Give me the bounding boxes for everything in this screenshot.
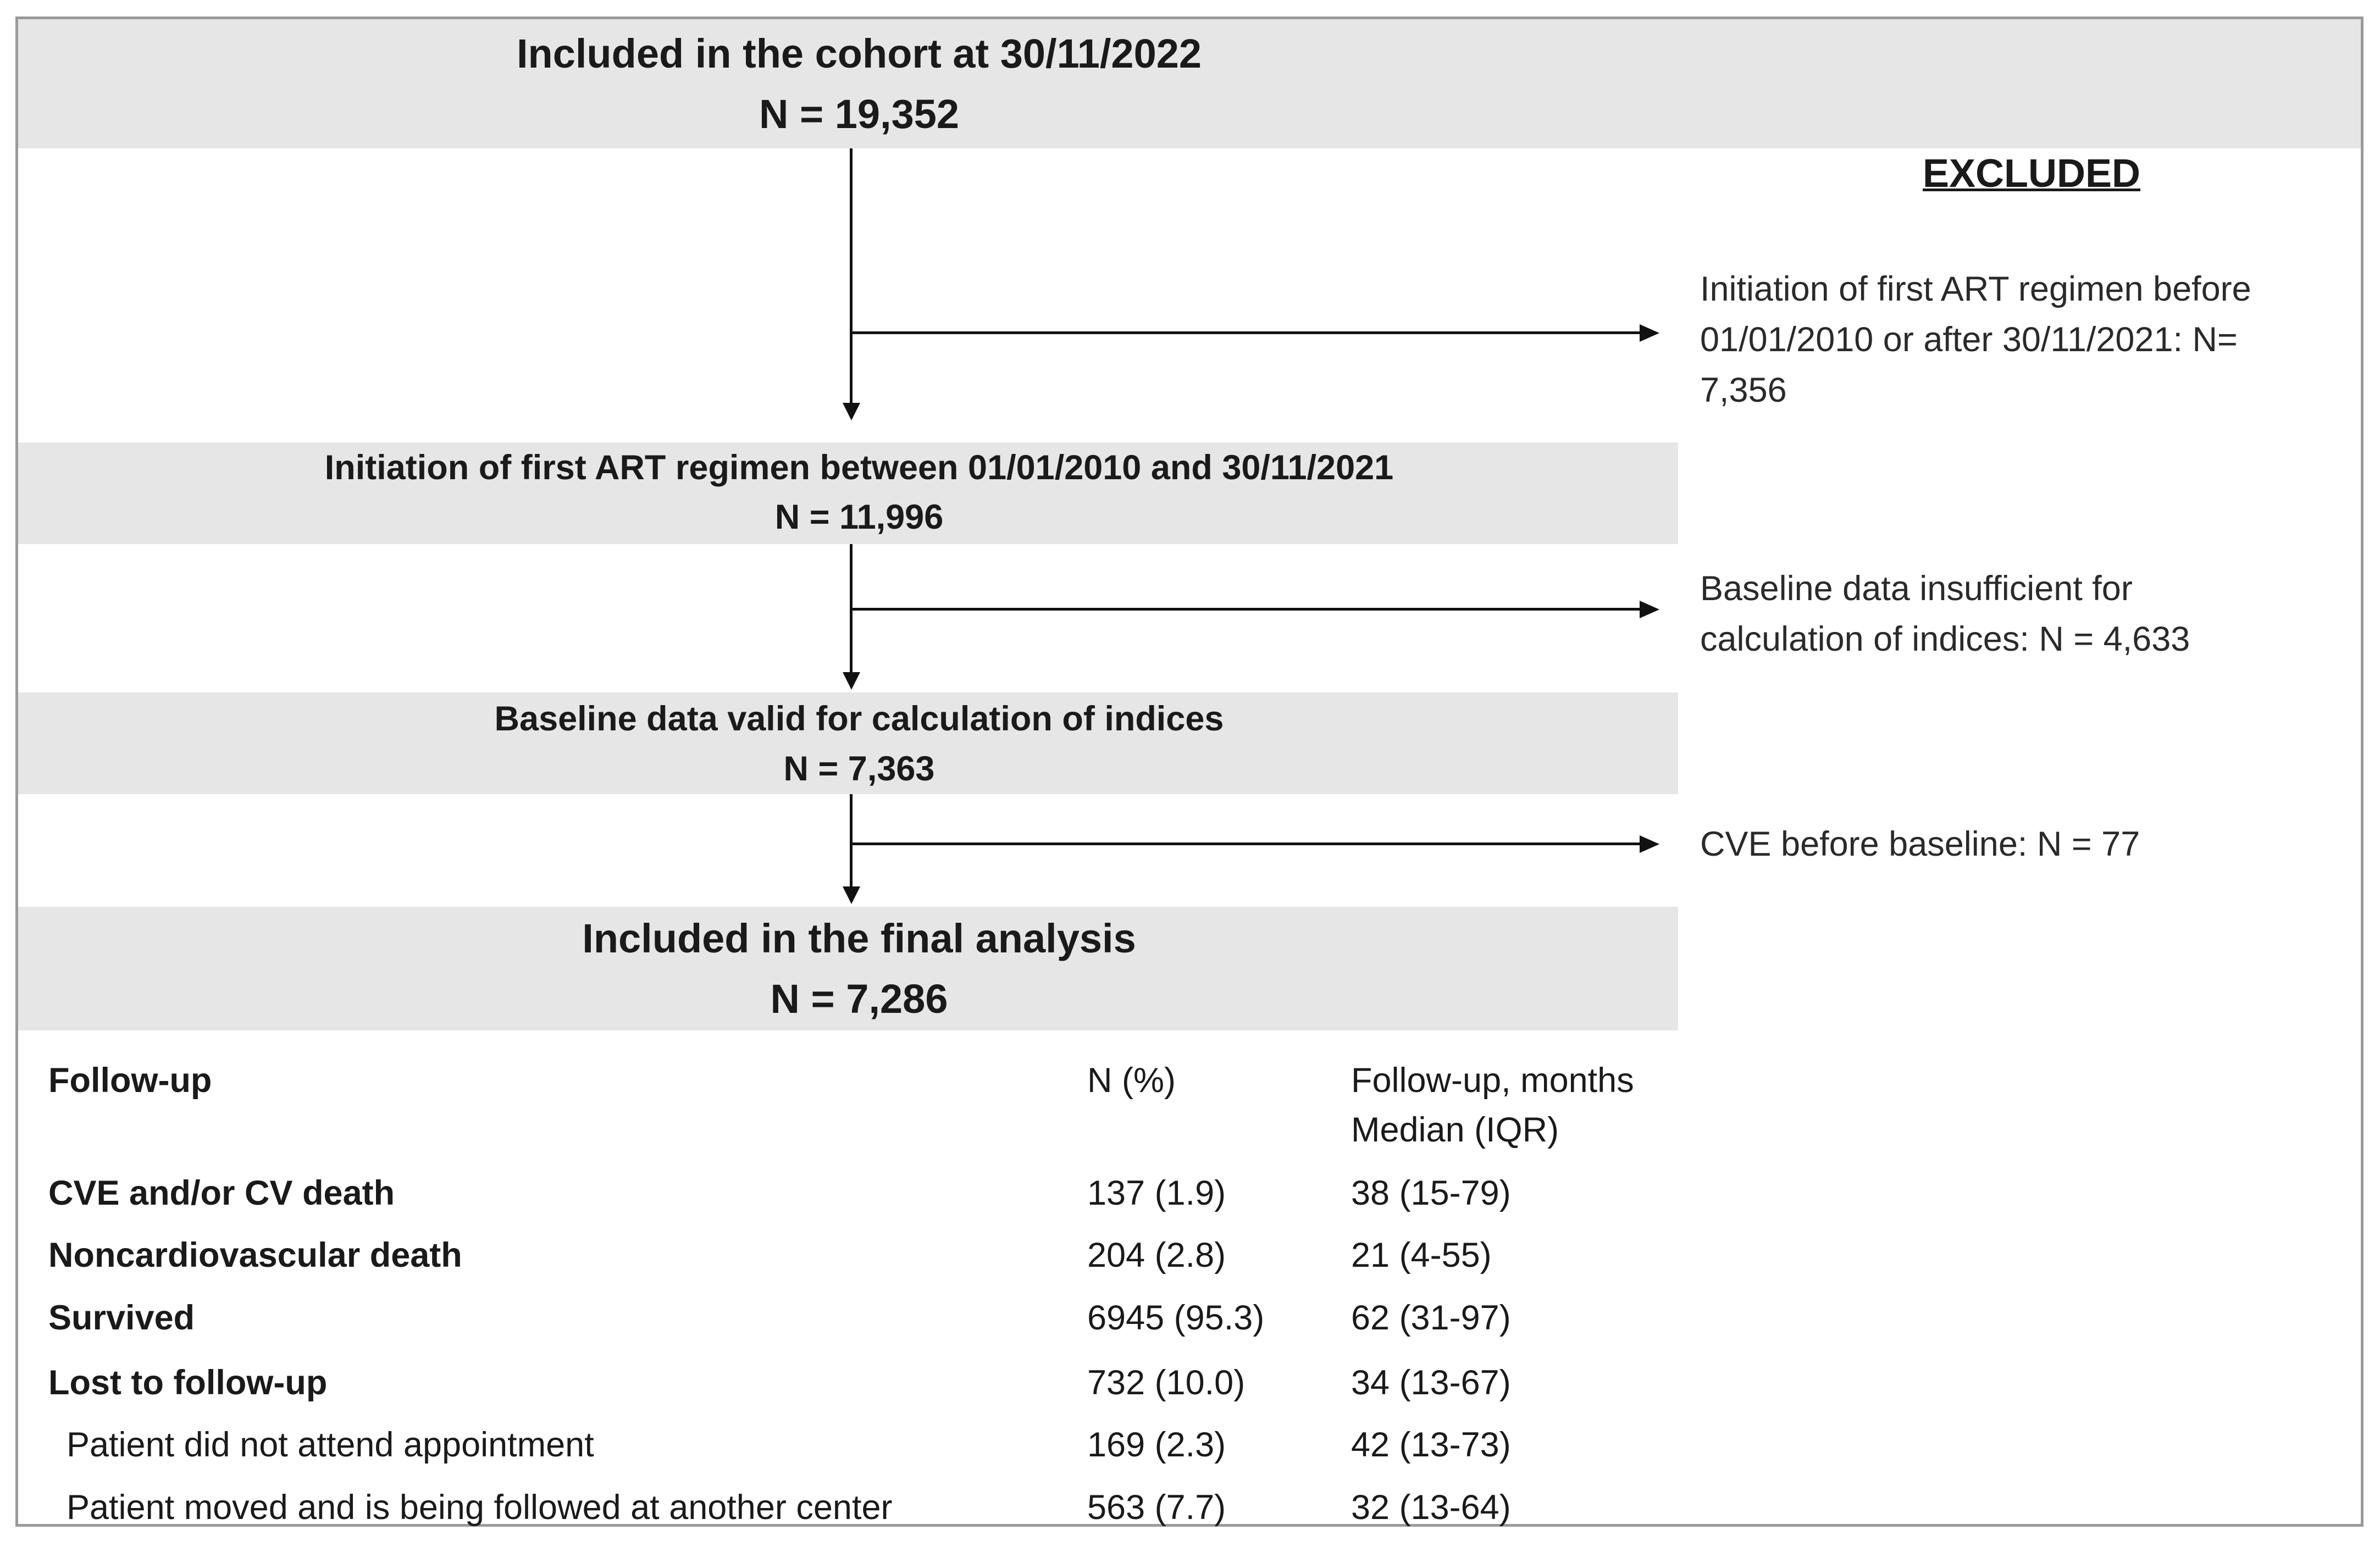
table-row-n: 169 (2.3) <box>1087 1426 1226 1464</box>
cohort-box-title: Included in the cohort at 30/11/2022 <box>516 31 1202 76</box>
arrow-right-1-head <box>1640 324 1659 342</box>
flowchart-frame <box>15 16 2364 1527</box>
art-initiation-box-title: Initiation of first ART regimen between 01/01/2010 and 30/11/2021 <box>324 448 1394 487</box>
exclusion-1-text <box>1700 264 2251 415</box>
arrow-right-2-head <box>1640 601 1659 618</box>
table-header-fu-line1: Follow-up, months <box>1351 1061 1634 1100</box>
exclusion-3-line1: CVE before baseline: N = 77 <box>1700 825 2140 863</box>
arrow-right-2-shaft <box>850 608 1641 611</box>
final-analysis-box-count: N = 7,286 <box>770 976 948 1022</box>
final-analysis-box-title: Included in the final analysis <box>582 916 1136 961</box>
exclusion-1-line2: 01/01/2010 or after 30/11/2021: N= <box>1700 320 2238 359</box>
arrow-right-1-shaft <box>850 331 1641 334</box>
table-row-fu: 62 (31-97) <box>1351 1299 1511 1337</box>
exclusion-1-line3: 7,356 <box>1700 371 1787 409</box>
table-row-label: Survived <box>48 1299 195 1337</box>
table-row-fu: 38 (15-79) <box>1351 1174 1511 1212</box>
table-row-label: Noncardiovascular death <box>48 1236 462 1274</box>
table-row-n: 563 (7.7) <box>1087 1488 1226 1527</box>
table-row-fu: 32 (13-64) <box>1351 1488 1511 1527</box>
arrow-down-1-head <box>843 403 860 420</box>
exclusion-2-line1: Baseline data insufficient for <box>1700 569 2133 608</box>
arrow-right-3-head <box>1640 835 1659 853</box>
exclusion-3-text <box>1700 819 2140 869</box>
table-row-n: 137 (1.9) <box>1087 1174 1226 1212</box>
table-row-fu: 42 (13-73) <box>1351 1426 1511 1464</box>
table-row-label: Patient moved and is being followed at another center <box>67 1488 893 1527</box>
table-row-label: Patient did not attend appointment <box>67 1426 594 1464</box>
cohort-box-count: N = 19,352 <box>759 91 960 137</box>
table-row-n: 6945 (95.3) <box>1087 1299 1265 1337</box>
table-row-n: 732 (10.0) <box>1087 1363 1246 1402</box>
art-initiation-box-count: N = 11,996 <box>774 498 944 536</box>
exclusion-2-line2: calculation of indices: N = 4,633 <box>1700 620 2190 658</box>
arrow-down-2-head <box>843 672 860 690</box>
exclusion-1-line1: Initiation of first ART regimen before <box>1700 270 2251 308</box>
table-row-n: 204 (2.8) <box>1087 1236 1226 1274</box>
table-header-fu-line2: Median (IQR) <box>1351 1111 1559 1149</box>
table-header-followup: Follow-up <box>48 1061 212 1100</box>
table-header-n: N (%) <box>1087 1061 1176 1100</box>
table-row-label: CVE and/or CV death <box>48 1174 395 1212</box>
baseline-valid-box-count: N = 7,363 <box>783 750 935 788</box>
baseline-valid-box-title: Baseline data valid for calculation of indices <box>494 700 1224 738</box>
arrow-down-3-head <box>843 886 860 904</box>
table-row-fu: 34 (13-67) <box>1351 1363 1511 1402</box>
table-row-label: Lost to follow-up <box>48 1363 328 1402</box>
excluded-heading: EXCLUDED <box>1923 152 2141 196</box>
exclusion-2-text <box>1700 563 2190 664</box>
table-row-fu: 21 (4-55) <box>1351 1236 1492 1274</box>
arrow-down-1-shaft <box>850 148 853 407</box>
arrow-right-3-shaft <box>850 842 1641 845</box>
